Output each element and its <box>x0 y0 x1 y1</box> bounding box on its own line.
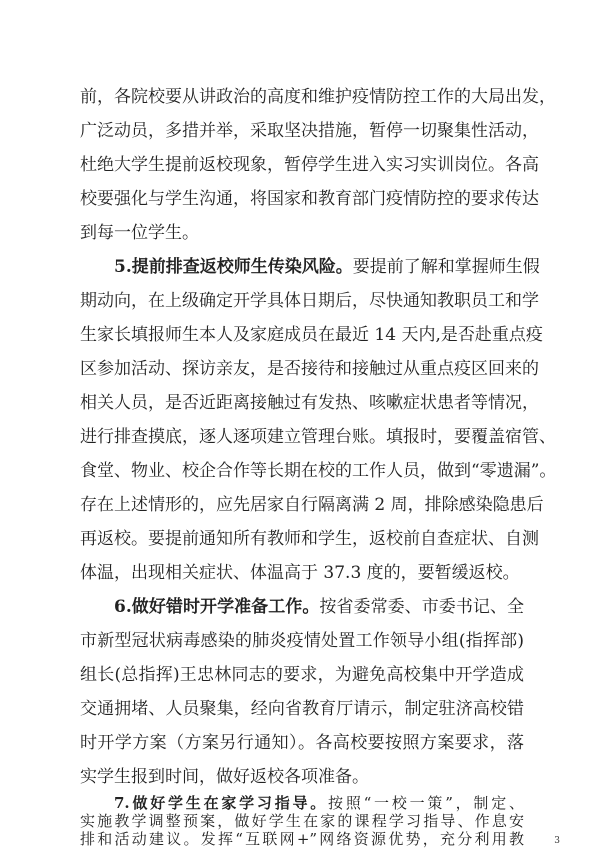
section-5-line-10: 体温，出现相关症状、体温高于 37.3 度的，要暂缓返校。 <box>80 563 520 583</box>
section-5-line-4: 区参加活动、探访亲友，是否接待和接触过从重点疫区回来的 <box>80 359 539 379</box>
section-5-line-3: 生家长填报师生本人及家庭成员在最近 14 天内,是否赴重点疫 <box>80 325 543 345</box>
section-7-line-3: 排和活动建议。发挥“互联网+”网络资源优势，充分利用教 <box>80 830 524 848</box>
section-6-line-2: 市新型冠状病毒感染的肺炎疫情处置工作领导小组(指挥部) <box>80 631 524 651</box>
paragraph-1-line-4: 校要强化与学生沟通，将国家和教育部门疫情防控的要求传达 <box>80 189 539 209</box>
section-7-line-1: 按照“一校一策”，制定、 <box>328 794 524 812</box>
section-5-line-2: 期动向，在上级确定开学具体日期后，尽快通知教职员工和学 <box>80 291 539 311</box>
paragraph-1-line-1: 前，各院校要从讲政治的高度和维护疫情防控工作的大局出发， <box>80 87 556 107</box>
section-5-line-7: 食堂、物业、校企合作等长期在校的工作人员，做到“零遗漏”。 <box>80 461 557 481</box>
section-6-line-4: 交通拥堵、人员聚集，经向省教育厅请示，制定驻济高校错 <box>80 699 524 719</box>
page-number: 3 <box>554 836 560 846</box>
section-6-line-3: 组长(总指挥)王忠林同志的要求，为避免高校集中开学造成 <box>80 665 524 685</box>
section-5-line-5: 相关人员，是否近距离接触过有发热、咳嗽症状患者等情况， <box>80 393 539 413</box>
paragraph-1-line-2: 广泛动员，多措并举，采取坚决措施，暂停一切聚集性活动， <box>80 121 539 141</box>
paragraph-1-line-5: 到每一位学生。 <box>80 223 199 243</box>
section-7-heading: 7.做好学生在家学习指导。 <box>114 794 329 812</box>
section-6-line-1: 按省委常委、市委书记、全 <box>319 597 525 617</box>
section-5-line-9: 再返校。要提前通知所有教师和学生，返校前自查症状、自测 <box>80 529 539 549</box>
section-7-line-2: 实施教学调整预案，做好学生在家的课程学习指导、作息安 <box>80 812 524 830</box>
section-5-first-line <box>114 250 540 284</box>
section-6-line-6: 实学生报到时间，做好返校各项准备。 <box>80 767 369 787</box>
section-7-first-line <box>114 794 524 812</box>
section-6-heading: 6.做好错时开学准备工作。 <box>114 597 320 617</box>
section-6-first-line <box>114 590 524 624</box>
section-5-heading: 5.提前排查返校师生传染风险。 <box>114 257 353 277</box>
section-5-line-6: 进行排查摸底，逐人逐项建立管理台账。填报时，要覆盖宿管、 <box>80 427 556 447</box>
section-6-line-5: 时开学方案（方案另行通知）。各高校要按照方案要求，落 <box>80 733 524 753</box>
paragraph-1-line-3: 杜绝大学生提前返校现象，暂停学生进入实习实训岗位。各高 <box>80 155 539 175</box>
section-5-line-1: 要提前了解和掌握师生假 <box>352 257 540 277</box>
section-5-line-8: 存在上述情形的，应先居家自行隔离满 2 周，排除感染隐患后 <box>80 495 544 515</box>
